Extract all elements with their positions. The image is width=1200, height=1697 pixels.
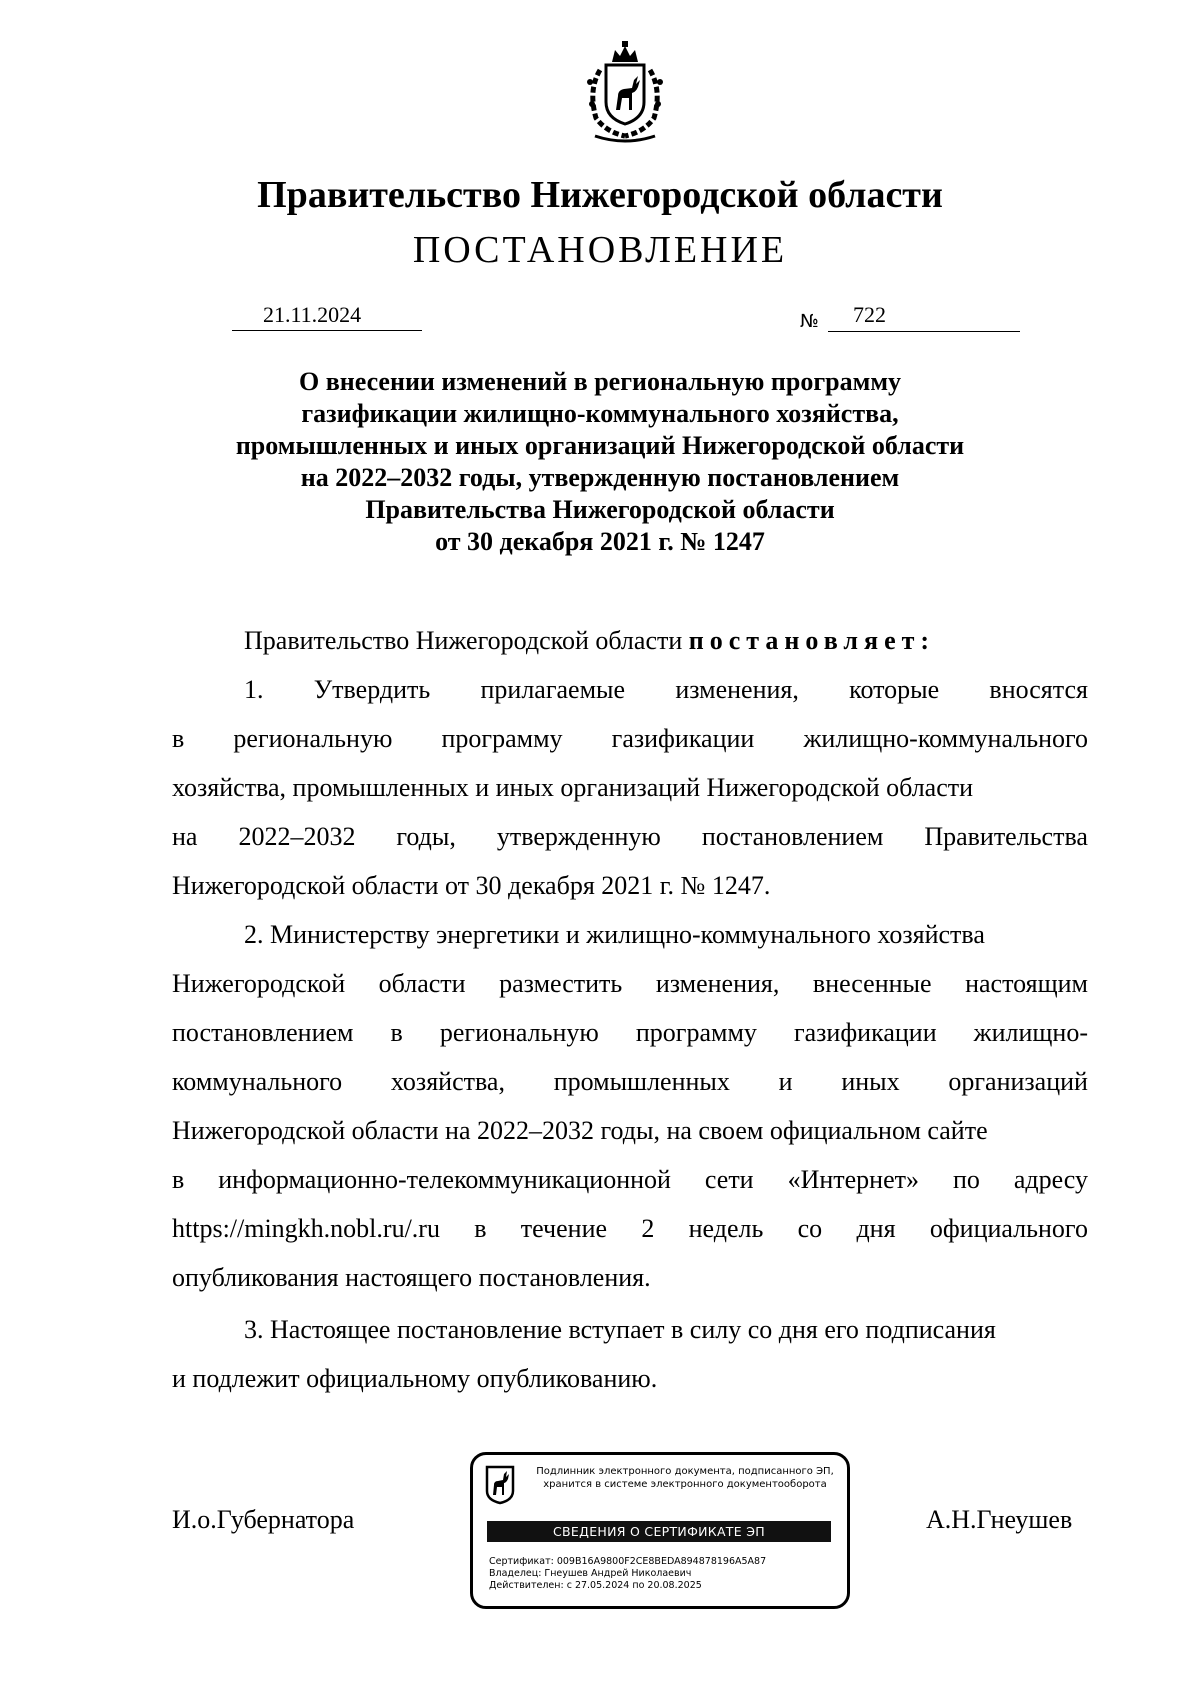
signatory-name: А.Н.Гнеушев <box>926 1505 1073 1534</box>
word: в <box>390 1018 403 1047</box>
word: области <box>378 969 466 998</box>
word: изменения, <box>655 969 780 998</box>
word: организаций <box>948 1067 1088 1096</box>
word: прилагаемые <box>480 675 626 704</box>
stamp-header <box>525 1465 845 1491</box>
stamp-header-line: хранится в системе электронного документооборота <box>543 1479 827 1490</box>
paragraph-2-line-3 <box>172 1018 1088 1048</box>
word: газификации <box>611 724 755 753</box>
government-title: Правительство Нижегородской области <box>257 174 943 216</box>
paragraph-3-line-2: и подлежит официальному опубликованию. <box>172 1364 658 1393</box>
word: утвержденную <box>496 822 661 851</box>
word: Утвердить <box>313 675 431 704</box>
word: жилищно- <box>973 1018 1088 1047</box>
subject-line: Правительства Нижегородской области <box>365 495 835 524</box>
word: промышленных <box>553 1067 730 1096</box>
word: программу <box>635 1018 757 1047</box>
coat-of-arms-emblem <box>570 40 680 145</box>
paragraph-3-line-1: 3. Настоящее постановление вступает в силу со дня его подписания <box>244 1315 996 1344</box>
word: в <box>172 1165 185 1194</box>
document-date: 21.11.2024 <box>263 302 362 327</box>
paragraph-1-line-5: Нижегородской области от 30 декабря 2021 г. № 1247. <box>172 871 771 900</box>
subject-line: от 30 декабря 2021 г. № 1247 <box>435 527 765 556</box>
word: по <box>952 1165 980 1194</box>
subject-line: промышленных и иных организаций Нижегородской области <box>235 431 965 460</box>
preamble-text: Правительство Нижегородской области <box>244 626 689 655</box>
word: региональную <box>233 724 393 753</box>
stamp-header-line: Подлинник электронного документа, подписанного ЭП, <box>536 1466 834 1477</box>
certificate-id: Сертификат: 009B16A9800F2CE8BEDA894878196A5A87 <box>489 1556 767 1567</box>
word: постановлением <box>172 1018 354 1047</box>
word: хозяйства, <box>390 1067 505 1096</box>
word: дня <box>856 1214 896 1243</box>
stamp-title-bar: СВЕДЕНИЯ О СЕРТИФИКАТЕ ЭП <box>487 1521 831 1542</box>
subject-line: на 2022–2032 годы, утвержденную постановлением <box>300 463 900 492</box>
paragraph-2-line-7 <box>172 1214 1088 1244</box>
word: и <box>778 1067 793 1096</box>
word: 2 <box>641 1214 655 1243</box>
word: вносятся <box>989 675 1088 704</box>
word: официального <box>929 1214 1088 1243</box>
paragraph-2-line-2 <box>172 969 1088 999</box>
document-number: 722 <box>853 302 886 327</box>
word: Нижегородской <box>172 969 346 998</box>
word: информационно-телекоммуникационной <box>218 1165 671 1194</box>
paragraph-2-line-8: опубликования настоящего постановления. <box>172 1263 651 1292</box>
word: в <box>474 1214 487 1243</box>
word: течение <box>520 1214 608 1243</box>
word: программу <box>441 724 563 753</box>
word: 1. <box>244 675 264 704</box>
word: 2022–2032 <box>238 822 356 851</box>
word: иных <box>841 1067 900 1096</box>
paragraph-2-line-4 <box>172 1067 1088 1097</box>
word: адресу <box>1013 1165 1088 1194</box>
word: внесенные <box>812 969 932 998</box>
certificate-owner: Владелец: Гнеушев Андрей Николаевич <box>489 1568 692 1579</box>
paragraph-2-line-1: 2. Министерству энергетики и жилищно-коммунального хозяйства <box>244 920 985 949</box>
subject-line: газификации жилищно-коммунального хозяйства, <box>301 399 899 428</box>
word: изменения, <box>675 675 799 704</box>
word: Правительства <box>924 822 1088 851</box>
word: которые <box>849 675 940 704</box>
paragraph-1-line-2 <box>172 724 1088 754</box>
paragraph-1-line-4 <box>172 822 1088 852</box>
word: настоящим <box>965 969 1088 998</box>
website-link[interactable]: https://mingkh.nobl.ru/.ru <box>172 1214 440 1243</box>
word: «Интернет» <box>787 1165 919 1194</box>
word: со <box>797 1214 823 1243</box>
word: на <box>172 822 198 851</box>
word: недель <box>688 1214 764 1243</box>
paragraph-2-line-6 <box>172 1165 1088 1195</box>
subject-line: О внесении изменений в региональную программу <box>298 367 902 396</box>
paragraph-2-line-5: Нижегородской области на 2022–2032 годы, на своем официальном сайте <box>172 1116 988 1145</box>
preamble <box>244 626 1088 656</box>
stamp-details <box>489 1556 766 1592</box>
number-sign: № <box>800 311 819 332</box>
word: коммунального <box>172 1067 343 1096</box>
e-signature-stamp <box>470 1452 850 1609</box>
paragraph-1-line-3: хозяйства, промышленных и иных организаций Нижегородской области <box>172 773 974 802</box>
word: в <box>172 724 185 753</box>
document-subject <box>0 366 1200 558</box>
word: сети <box>704 1165 754 1194</box>
word: разместить <box>499 969 623 998</box>
document-type: ПОСТАНОВЛЕНИЕ <box>412 229 788 271</box>
signatory-role: И.о.Губернатора <box>172 1505 355 1534</box>
word: газификации <box>793 1018 937 1047</box>
word: региональную <box>439 1018 599 1047</box>
preamble-verb: постановляет: <box>688 626 936 655</box>
word: постановлением <box>701 822 884 851</box>
paragraph-1-line-1 <box>244 675 1088 705</box>
certificate-validity: Действителен: с 27.05.2024 по 20.08.2025 <box>489 1580 702 1591</box>
word: годы, <box>396 822 456 851</box>
word: жилищно-коммунального <box>803 724 1088 753</box>
region-shield-icon <box>485 1465 515 1505</box>
